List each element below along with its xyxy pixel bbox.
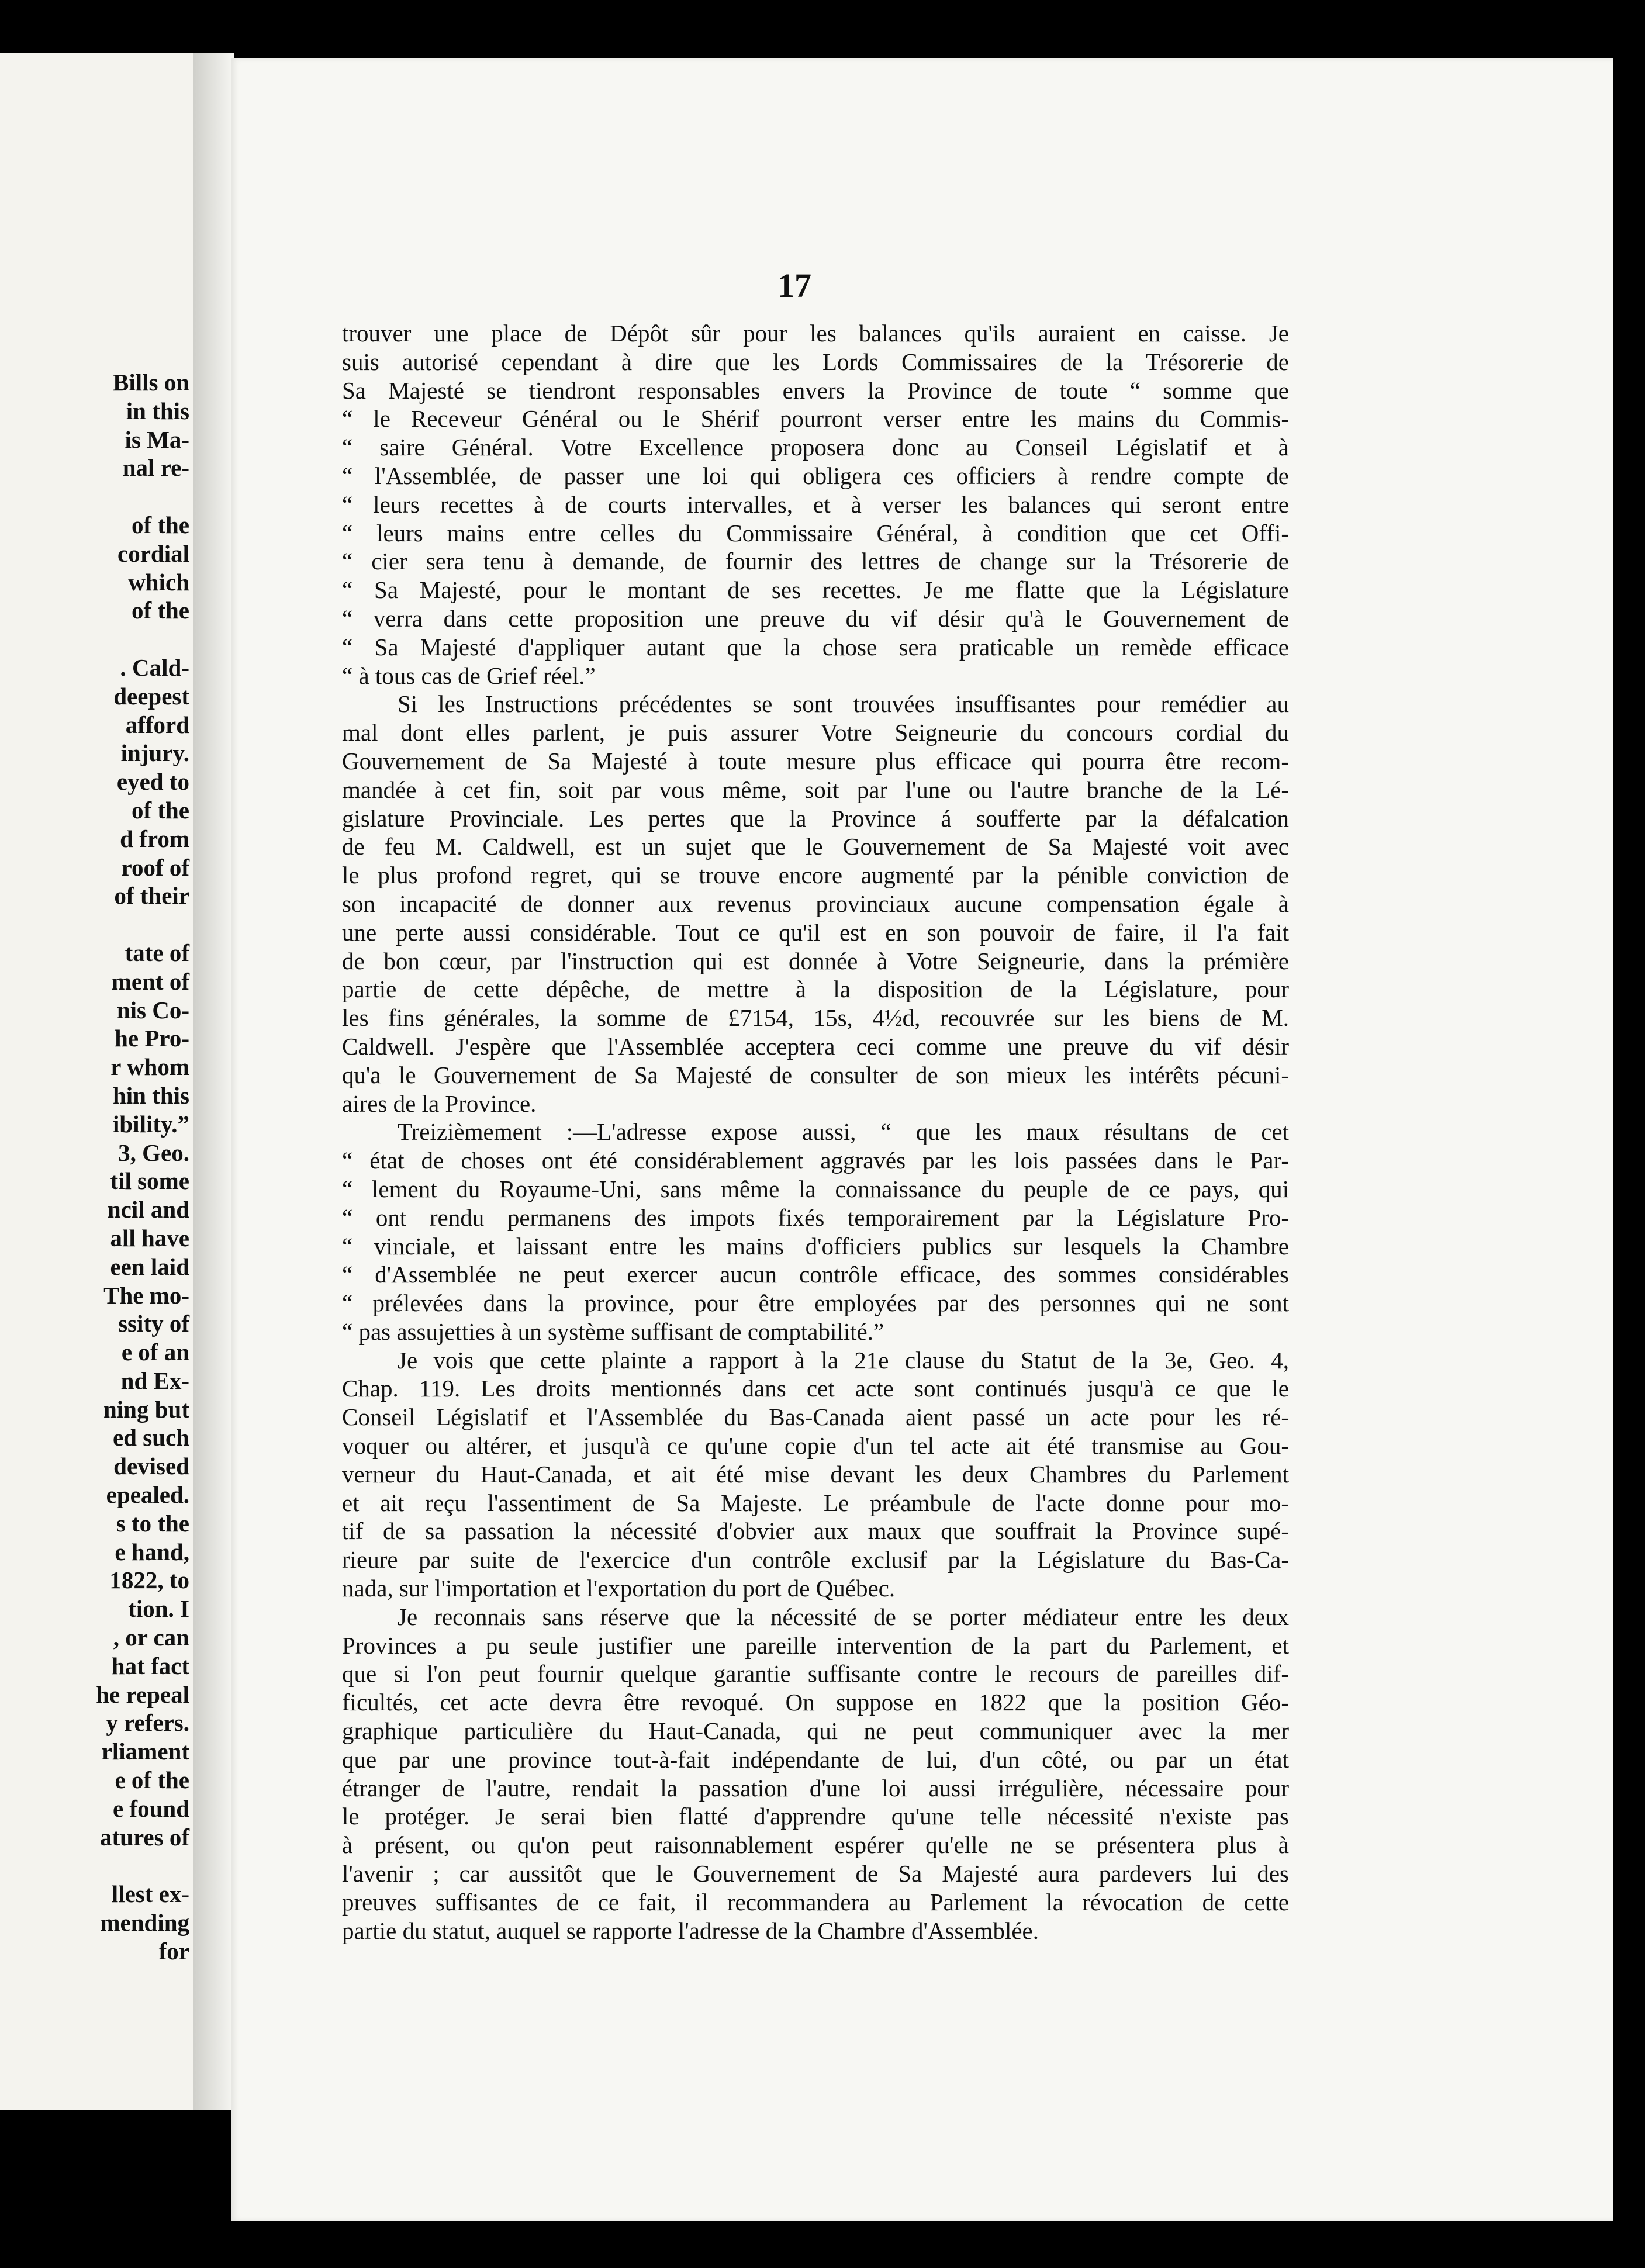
facing-line: Bills on [112, 369, 189, 396]
facing-line: hin this [112, 1081, 189, 1109]
text-line: qu'a le Gouvernement de Sa Majesté de consulter de son mieux les intérêts pécuni- [342, 1061, 1289, 1088]
text-line: partie du statut, auquel se rapporte l'adresse de la Chambre d'Assemblée. [342, 1917, 1039, 1944]
facing-gap [96, 910, 189, 939]
text-line: Provinces a pu seule justifier une pareille intervention de la part du Parlement, et [342, 1631, 1289, 1659]
facing-line: ibility.” [112, 1110, 189, 1138]
facing-line: he Pro- [115, 1025, 189, 1052]
text-line: Je vois que cette plainte a rapport à la 21e clause du Statut de la 3e, Geo. 4, [398, 1346, 1289, 1374]
text-line: le protéger. Je serai bien flatté d'apprendre qu'une telle nécessité n'existe pas [342, 1803, 1289, 1830]
facing-line: is Ma- [125, 426, 189, 453]
facing-line: nd Ex- [120, 1367, 189, 1394]
text-line: l'avenir ; car aussitôt que le Gouvernement de Sa Majesté aura pardevers lui des [342, 1860, 1289, 1887]
facing-line: for [158, 1937, 189, 1965]
facing-line: hat fact [111, 1652, 189, 1679]
text-line: verneur du Haut-Canada, et ait été mise devant les deux Chambres du Parlement [342, 1460, 1289, 1488]
text-line: que par une province tout-à-fait indépendante de lui, d'un côté, ou par un état [342, 1745, 1289, 1773]
text-line: mal dont elles parlent, je puis assurer Votre Seigneurie du concours cordial du [342, 719, 1289, 746]
text-line: rieure par suite de l'exercice d'un contrôle exclusif par la Législature du Bas-Ca- [342, 1546, 1289, 1574]
text-line: étranger de l'autre, rendait la passation d'une loi aussi irrégulière, nécessaire pour [342, 1774, 1289, 1802]
text-line: suis autorisé cependant à dire que les Lords Commissaires de la Trésorerie de [342, 348, 1289, 375]
text-line: Chap. 119. Les droits mentionnés dans cet acte sont continués jusqu'à ce que le [342, 1375, 1289, 1402]
facing-line: atures of [100, 1823, 189, 1851]
text-line: “ l'Assemblée, de passer une loi qui obligera ces officiers à rendre compte de [342, 462, 1289, 489]
facing-line: nal re- [122, 454, 189, 482]
facing-gap [96, 482, 189, 511]
text-line: “ d'Assemblée ne peut exercer aucun contrôle efficace, des sommes considérables [342, 1261, 1289, 1288]
facing-line: of the [131, 597, 189, 624]
facing-line: mending [100, 1909, 189, 1937]
facing-line: roof of [121, 853, 189, 881]
text-line: tif de sa passation la nécessité d'obvier aux maux que souffrait la Province supé- [342, 1517, 1289, 1545]
page-number: 17 [777, 267, 811, 305]
facing-line: tate of [125, 939, 189, 966]
text-line: à présent, ou qu'on peut raisonnablement espérer qu'elle ne se présentera plus à [342, 1831, 1289, 1859]
text-line: graphique particulière du Haut-Canada, qui ne peut communiquer avec la mer [342, 1717, 1289, 1745]
facing-line: all have [110, 1224, 189, 1251]
text-line: nada, sur l'importation et l'exportation du port de Québec. [342, 1575, 896, 1602]
text-line: mandée à cet fin, soit par vous même, soit par l'une ou l'autre branche de la Lé- [342, 776, 1289, 803]
facing-line: e of the [115, 1766, 189, 1794]
facing-line: d from [120, 825, 189, 852]
facing-line: nis Co- [116, 996, 189, 1024]
facing-line: cordial [117, 540, 189, 567]
facing-line: e hand, [115, 1538, 189, 1565]
facing-page [0, 53, 193, 2110]
facing-line: ncil and [107, 1196, 189, 1223]
text-line: “ le Receveur Général ou le Shérif pourront verser entre les mains du Commis- [342, 405, 1289, 433]
facing-line: r whom [110, 1053, 189, 1081]
text-line: voquer ou altérer, et jusqu'à ce qu'une copie d'un tel acte ait été transmise au Gou- [342, 1432, 1289, 1460]
text-line: les fins générales, la somme de £7154, 15s, 4½d, recouvrée sur les biens de M. [342, 1004, 1289, 1032]
text-line: “ ont rendu permanens des impots fixés temporairement par la Législature Pro- [342, 1204, 1289, 1231]
facing-line: in this [126, 397, 189, 424]
facing-line: y refers. [106, 1709, 189, 1737]
facing-line: which [128, 568, 189, 596]
facing-line: e found [112, 1795, 189, 1822]
text-line: “ verra dans cette proposition une preuve du vif désir qu'à le Gouvernement de [342, 604, 1289, 632]
text-line: Je reconnais sans réserve que la nécessité de se porter médiateur entre les deux [398, 1603, 1289, 1630]
facing-line: The mo- [103, 1281, 189, 1309]
text-line: Caldwell. J'espère que l'Assemblée acceptera ceci comme une preuve du vif désir [342, 1032, 1289, 1060]
page-body [342, 319, 1289, 1945]
facing-line: een laid [110, 1253, 189, 1280]
text-line: “ Sa Majesté d'appliquer autant que la chose sera praticable un remède efficace [342, 633, 1289, 661]
facing-line: of the [131, 796, 189, 824]
facing-line: rliament [101, 1738, 189, 1765]
text-line: “ pas assujetties à un système suffisant de comptabilité.” [342, 1318, 884, 1345]
text-line: Treizièmement :—L'adresse expose aussi, “ que les maux résultans de cet [398, 1118, 1289, 1146]
text-line: gislature Provinciale. Les pertes que la Province á soufferte par la défalcation [342, 804, 1289, 832]
facing-line: devised [113, 1453, 189, 1480]
text-line: Sa Majesté se tiendront responsables envers la Province de toute “ somme que [342, 376, 1289, 404]
text-line: de feu M. Caldwell, est un sujet que le Gouvernement de Sa Majesté voit avec [342, 833, 1289, 860]
facing-line: injury. [120, 739, 189, 767]
text-line: “ état de choses ont été considérablement aggravés par les lois passées dans le Par- [342, 1147, 1289, 1174]
facing-line: of their [114, 882, 189, 910]
facing-line: 3, Geo. [118, 1139, 189, 1166]
facing-line: ssity of [118, 1310, 189, 1337]
facing-line: afford [125, 711, 189, 738]
text-line: aires de la Province. [342, 1090, 537, 1117]
text-line: “ Sa Majesté, pour le montant de ses recettes. Je me flatte que la Législature [342, 576, 1289, 604]
text-line: “ prélevées dans la province, pour être employées par des personnes qui ne sont [342, 1289, 1289, 1317]
text-line: Si les Instructions précédentes se sont trouvées insuffisantes pour remédier au [398, 690, 1289, 718]
text-line: “ lement du Royaume-Uni, sans même la connaissance du peuple de ce pays, qui [342, 1175, 1289, 1202]
facing-line: ment of [111, 967, 189, 995]
facing-line: eyed to [116, 768, 189, 796]
facing-line: s to the [116, 1509, 189, 1537]
facing-page-text [96, 368, 189, 1966]
text-line: et ait reçu l'assentiment de Sa Majeste. Le préambule de l'acte donne pour mo- [342, 1489, 1289, 1516]
book-gutter [193, 53, 234, 2110]
text-line: Conseil Législatif et l'Assemblée du Bas-Canada aient passé un acte pour les ré- [342, 1403, 1289, 1431]
text-line: trouver une place de Dépôt sûr pour les balances qu'ils auraient en caisse. Je [342, 320, 1289, 347]
text-line: “ saire Général. Votre Excellence proposera donc au Conseil Législatif et à [342, 434, 1289, 461]
facing-line: e of an [121, 1339, 189, 1366]
facing-line: , or can [113, 1624, 189, 1651]
facing-line: ed such [112, 1424, 189, 1451]
text-line: partie de cette dépêche, de mettre à la disposition de la Législature, pour [342, 976, 1289, 1003]
facing-line: llest ex- [111, 1880, 189, 1908]
text-line: une perte aussi considérable. Tout ce qu'il est en son pouvoir de faire, il l'a fait [342, 918, 1289, 946]
text-line: “ cier sera tenu à demande, de fournir des lettres de change sur la Trésorerie de [342, 548, 1289, 575]
text-line: que si l'on peut fournir quelque garantie suffisante contre le recours de pareilles dif- [342, 1660, 1289, 1688]
facing-line: epealed. [106, 1481, 189, 1509]
text-line: “ leurs mains entre celles du Commissaire Général, à condition que cet Offi- [342, 519, 1289, 547]
facing-line: of the [131, 511, 189, 538]
text-line: le plus profond regret, qui se trouve encore augmenté par la pénible conviction de [342, 862, 1289, 889]
facing-line: he repeal [96, 1681, 189, 1708]
text-line: ficultés, cet acte devra être revoqué. On suppose en 1822 que la position Géo- [342, 1689, 1289, 1716]
text-line: preuves suffisantes de ce fait, il recommandera au Parlement la révocation de cette [342, 1888, 1289, 1916]
facing-line: 1822, to [109, 1567, 189, 1594]
facing-line: til some [110, 1167, 189, 1195]
text-line: de bon cœur, par l'instruction qui est donnée à Votre Seigneurie, dans la prémière [342, 947, 1289, 974]
facing-line: deepest [113, 682, 189, 710]
facing-line: ning but [103, 1395, 189, 1423]
text-line: “ vinciale, et laissant entre les mains d'officiers publics sur lesquels la Chambre [342, 1232, 1289, 1260]
text-line: “ à tous cas de Grief réel.” [342, 662, 596, 689]
facing-line: tion. I [128, 1595, 189, 1623]
text-line: “ leurs recettes à de courts intervalles, et à verser les balances qui seront entre [342, 490, 1289, 518]
text-line: son incapacité de donner aux revenus provinciaux aucune compensation égale à [342, 890, 1289, 917]
facing-line: . Cald- [120, 654, 189, 681]
facing-gap [96, 625, 189, 654]
facing-gap [96, 1851, 189, 1880]
text-line: Gouvernement de Sa Majesté à toute mesure plus efficace qui pourra être recom- [342, 747, 1289, 775]
